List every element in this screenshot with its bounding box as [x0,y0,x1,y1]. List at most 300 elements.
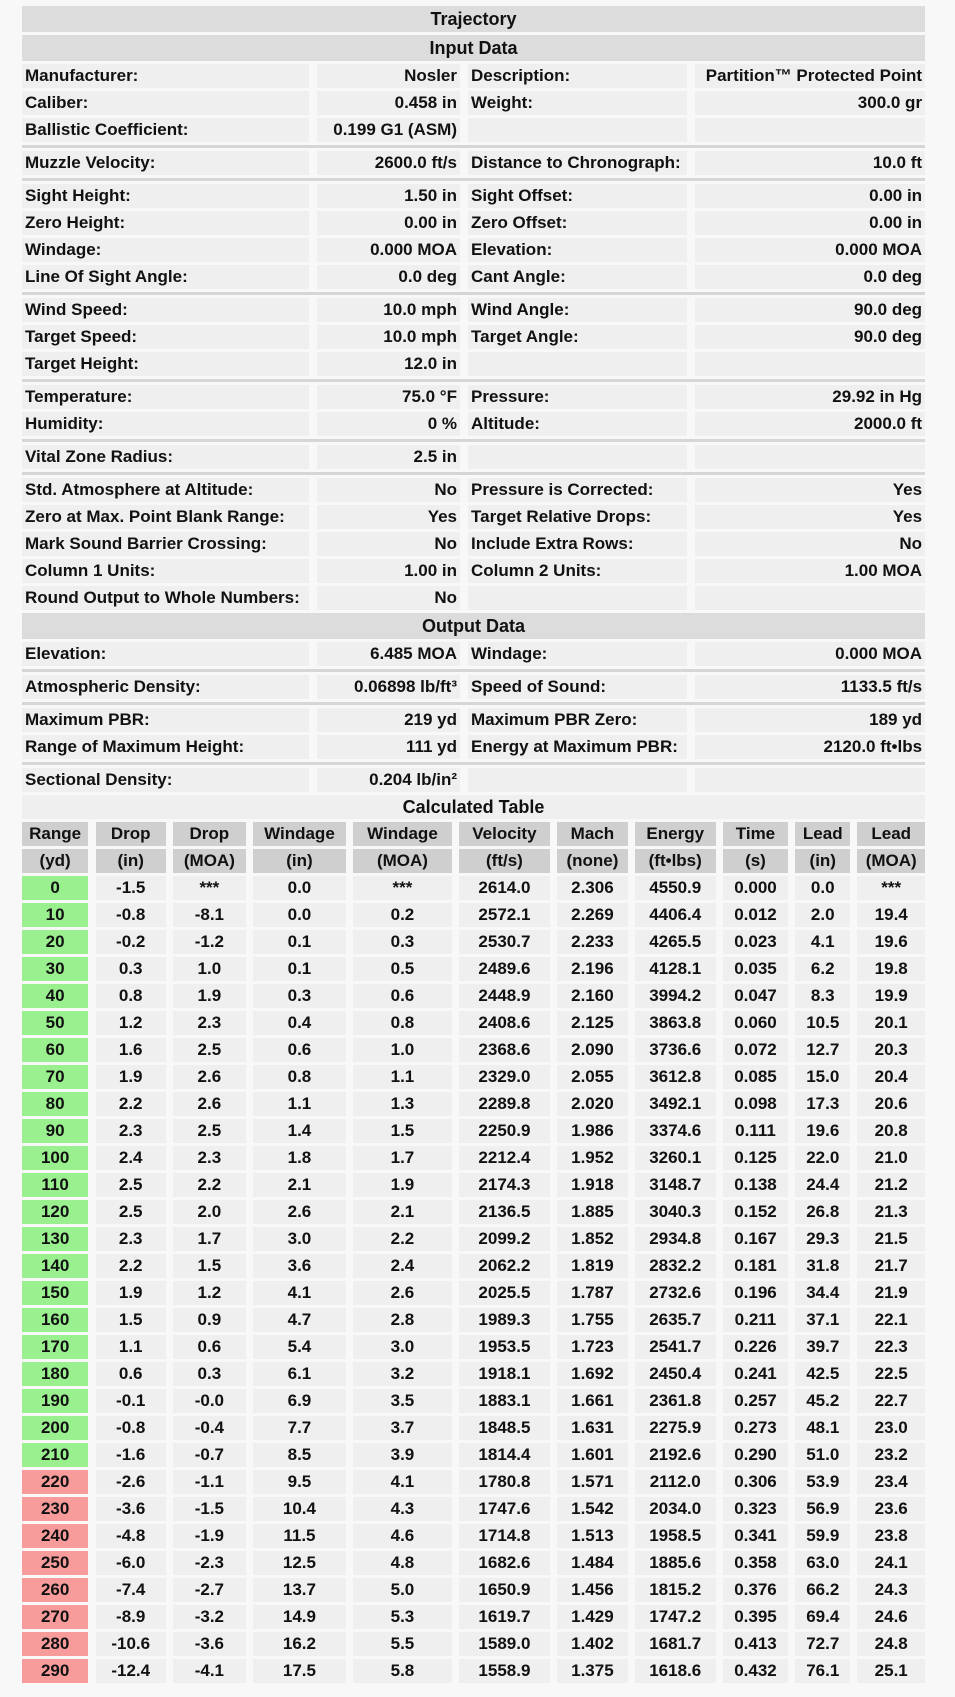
field-label: Round Output to Whole Numbers: [22,586,309,613]
table-cell: 2.3 [96,1227,166,1254]
data-row [22,211,925,238]
cell-gap [346,1659,353,1686]
range-cell: 220 [22,1470,88,1497]
table-cell: 1.571 [557,1470,627,1497]
table-row [22,1308,925,1335]
table-cell: 3040.3 [635,1200,716,1227]
cell-gap [850,1335,857,1362]
cell-gap [628,1443,635,1470]
cell-gap [246,1443,253,1470]
field-value: No [695,532,925,559]
table-cell: 0.241 [723,1362,788,1389]
table-cell: 0.6 [353,984,451,1011]
table-cell: 0.358 [723,1551,788,1578]
table-cell: 4.8 [353,1551,451,1578]
cell-gap [687,768,695,795]
table-cell: 1.8 [253,1146,346,1173]
table-row [22,1038,925,1065]
range-cell: 150 [22,1281,88,1308]
table-cell: 2.160 [557,984,627,1011]
table-cell: 1.692 [557,1362,627,1389]
cell-gap [88,1335,95,1362]
cell-gap [88,1362,95,1389]
table-cell: 2408.6 [459,1011,550,1038]
field-value: 0.06898 lb/ft³ [317,675,460,702]
cell-gap [309,211,317,238]
table-cell: -3.2 [173,1605,245,1632]
cell-gap [850,957,857,984]
cell-gap [309,559,317,586]
field-value: Yes [695,505,925,532]
table-cell: 1.0 [353,1038,451,1065]
cell-gap [716,1119,723,1146]
data-row [22,118,925,145]
cell-gap [788,1281,795,1308]
table-cell: 2.5 [96,1200,166,1227]
cell-gap [452,984,459,1011]
cell-gap [166,1632,173,1659]
table-cell: 1558.9 [459,1659,550,1686]
table-cell: 1.9 [96,1281,166,1308]
table-cell: 37.1 [795,1308,850,1335]
table-cell: 0.0 [795,876,850,903]
table-cell: 8.5 [253,1443,346,1470]
table-cell: 4406.4 [635,903,716,930]
cell-gap [452,1011,459,1038]
cell-gap [628,1200,635,1227]
range-cell: 100 [22,1146,88,1173]
table-cell: 20.4 [857,1065,925,1092]
cell-gap [716,1389,723,1416]
cell-gap [628,984,635,1011]
data-row [22,91,925,118]
data-row [22,298,925,325]
table-cell: 4.6 [353,1524,451,1551]
cell-gap [628,1470,635,1497]
field-label: Muzzle Velocity: [22,151,309,178]
field-value: 1133.5 ft/s [695,675,925,702]
data-row [22,586,925,613]
table-row [22,1200,925,1227]
table-cell: 1.723 [557,1335,627,1362]
table-row [22,1281,925,1308]
cell-gap [88,1578,95,1605]
cell-gap [628,930,635,957]
field-label: Ballistic Coefficient: [22,118,309,145]
cell-gap [550,1605,557,1632]
table-cell: -6.0 [96,1551,166,1578]
cell-gap [346,1551,353,1578]
cell-gap [550,1119,557,1146]
cell-gap [788,1308,795,1335]
cell-gap [850,1362,857,1389]
cell-gap [460,265,468,292]
cell-gap [550,876,557,903]
cell-gap [628,876,635,903]
table-cell: 0.5 [353,957,451,984]
field-value: 2600.0 ft/s [317,151,460,178]
field-label: Speed of Sound: [468,675,687,702]
table-cell: 1.661 [557,1389,627,1416]
data-row [22,184,925,211]
cell-gap [166,1443,173,1470]
cell-gap [788,1362,795,1389]
data-row [22,559,925,586]
table-cell: 0.6 [253,1038,346,1065]
table-cell: -7.4 [96,1578,166,1605]
table-cell: 1714.8 [459,1524,550,1551]
table-cell: 0.432 [723,1659,788,1686]
cell-gap [850,1254,857,1281]
table-cell: -4.1 [173,1659,245,1686]
field-value: 219 yd [317,708,460,735]
table-cell: 1.819 [557,1254,627,1281]
cell-gap [550,1254,557,1281]
cell-gap [346,1011,353,1038]
cell-gap [687,642,695,669]
table-cell: 2192.6 [635,1443,716,1470]
table-cell: 1618.6 [635,1659,716,1686]
cell-gap [850,1389,857,1416]
table-cell: 2.5 [173,1119,245,1146]
cell-gap [246,1578,253,1605]
table-cell: 69.4 [795,1605,850,1632]
table-cell: 2.6 [173,1065,245,1092]
table-cell: 20.1 [857,1011,925,1038]
cell-gap [550,1389,557,1416]
cell-gap [687,586,695,613]
field-label: Windage: [468,642,687,669]
table-row [22,1497,925,1524]
cell-gap [550,1362,557,1389]
cell-gap [550,1038,557,1065]
table-cell: 0.3 [173,1362,245,1389]
table-cell: 2.020 [557,1092,627,1119]
cell-gap [88,1146,95,1173]
table-cell: 3.6 [253,1254,346,1281]
table-cell: 1.631 [557,1416,627,1443]
cell-gap [346,1362,353,1389]
cell-gap [246,1146,253,1173]
column-header: Energy [635,822,716,849]
range-cell: 190 [22,1389,88,1416]
table-cell: 19.8 [857,957,925,984]
range-cell: 20 [22,930,88,957]
field-value: 90.0 deg [695,325,925,352]
field-value: Nosler [317,64,460,91]
table-row [22,957,925,984]
cell-gap [687,412,695,439]
cell-gap [166,1578,173,1605]
cell-gap [788,1416,795,1443]
cell-gap [850,1119,857,1146]
table-cell: 19.6 [857,930,925,957]
cell-gap [346,1254,353,1281]
table-row [22,1389,925,1416]
cell-gap [346,1065,353,1092]
cell-gap [452,903,459,930]
table-cell: 2.6 [353,1281,451,1308]
cell-gap [452,930,459,957]
table-cell: 3994.2 [635,984,716,1011]
cell-gap [346,876,353,903]
cell-gap [309,118,317,145]
cell-gap [850,1173,857,1200]
field-label: Cant Angle: [468,265,687,292]
cell-gap [460,532,468,559]
field-label: Column 2 Units: [468,559,687,586]
cell-gap [716,1497,723,1524]
cell-gap [788,1335,795,1362]
table-cell: 1.1 [96,1335,166,1362]
table-cell: 6.1 [253,1362,346,1389]
range-cell: 240 [22,1524,88,1551]
cell-gap [628,1551,635,1578]
table-cell: 2.2 [96,1092,166,1119]
table-cell: 2.3 [96,1119,166,1146]
table-cell: 0.1 [253,930,346,957]
cell-gap [452,1524,459,1551]
table-cell: 26.8 [795,1200,850,1227]
table-cell: 0.152 [723,1200,788,1227]
field-label: Altitude: [468,412,687,439]
data-row [22,642,925,669]
cell-gap [550,1578,557,1605]
table-cell: 17.5 [253,1659,346,1686]
field-label: Mark Sound Barrier Crossing: [22,532,309,559]
table-cell: 2614.0 [459,876,550,903]
table-cell: 5.5 [353,1632,451,1659]
cell-gap [166,1038,173,1065]
cell-gap [166,1092,173,1119]
cell-gap [88,1254,95,1281]
table-cell: 2368.6 [459,1038,550,1065]
cell-gap [550,1227,557,1254]
column-header: Time [723,822,788,849]
table-cell: -12.4 [96,1659,166,1686]
table-cell: 1.5 [353,1119,451,1146]
cell-gap [88,1281,95,1308]
cell-gap [452,1092,459,1119]
table-cell: 1682.6 [459,1551,550,1578]
cell-gap [716,1524,723,1551]
cell-gap [246,1254,253,1281]
range-cell: 200 [22,1416,88,1443]
cell-gap [309,184,317,211]
table-cell: 1.375 [557,1659,627,1686]
column-unit: (MOA) [353,849,451,876]
cell-gap [166,1605,173,1632]
cell-gap [166,1173,173,1200]
cell-gap [166,1551,173,1578]
cell-gap [166,957,173,984]
cell-gap [850,1605,857,1632]
field-value: 0.0 deg [695,265,925,292]
table-cell: 0.023 [723,930,788,957]
cell-gap [628,1254,635,1281]
cell-gap [246,1416,253,1443]
cell-gap [346,903,353,930]
cell-gap [88,1227,95,1254]
table-cell: 1747.2 [635,1605,716,1632]
field-label: Vital Zone Radius: [22,445,309,472]
table-cell: 1.1 [353,1065,451,1092]
cell-gap [166,1470,173,1497]
cell-gap [460,325,468,352]
cell-gap [716,876,723,903]
field-value: 75.0 °F [317,385,460,412]
cell-gap [788,1200,795,1227]
table-cell: 0.181 [723,1254,788,1281]
table-row [22,1605,925,1632]
input-data-heading: Input Data [22,35,925,64]
table-cell: 1.755 [557,1308,627,1335]
table-cell: 3.5 [353,1389,451,1416]
cell-gap [88,903,95,930]
cell-gap [166,1659,173,1686]
table-cell: 56.9 [795,1497,850,1524]
cell-gap [246,1308,253,1335]
table-cell: 3736.6 [635,1038,716,1065]
cell-gap [309,91,317,118]
cell-gap [166,1497,173,1524]
table-cell: 17.3 [795,1092,850,1119]
table-row [22,1146,925,1173]
column-header: Lead [857,822,925,849]
table-cell: 5.0 [353,1578,451,1605]
table-row [22,1011,925,1038]
cell-gap [246,1092,253,1119]
cell-gap [628,1038,635,1065]
cell-gap [246,1173,253,1200]
data-row [22,325,925,352]
table-cell: 2.0 [173,1200,245,1227]
cell-gap [628,1524,635,1551]
cell-gap [687,675,695,702]
table-cell: *** [173,876,245,903]
column-header: Range [22,822,88,849]
field-value: 10.0 mph [317,325,460,352]
cell-gap [246,1281,253,1308]
table-cell: 23.2 [857,1443,925,1470]
range-cell: 70 [22,1065,88,1092]
cell-gap [716,1605,723,1632]
cell-gap [550,1335,557,1362]
table-cell: 21.0 [857,1146,925,1173]
cell-gap [628,1092,635,1119]
field-value: 0.00 in [695,211,925,238]
table-cell: 2.090 [557,1038,627,1065]
table-cell: 2099.2 [459,1227,550,1254]
cell-gap [687,352,695,379]
cell-gap [452,1659,459,1686]
cell-gap [346,1119,353,1146]
table-row [22,1119,925,1146]
table-cell: 2250.9 [459,1119,550,1146]
cell-gap [788,1605,795,1632]
cell-gap [309,298,317,325]
field-value: 1.00 MOA [695,559,925,586]
table-cell: 1814.4 [459,1443,550,1470]
field-value: 0.458 in [317,91,460,118]
cell-gap [716,1227,723,1254]
cell-gap [166,1254,173,1281]
table-row [22,930,925,957]
table-cell: 2.3 [173,1011,245,1038]
field-value: 29.92 in Hg [695,385,925,412]
table-cell: 0.3 [96,957,166,984]
table-cell: 2.2 [96,1254,166,1281]
cell-gap [460,768,468,795]
table-cell: -8.9 [96,1605,166,1632]
cell-gap [246,849,253,876]
table-cell: 2.2 [173,1173,245,1200]
table-cell: 1958.5 [635,1524,716,1551]
cell-gap [716,1038,723,1065]
column-header: Drop [96,822,166,849]
table-cell: 20.8 [857,1119,925,1146]
cell-gap [550,984,557,1011]
cell-gap [716,1335,723,1362]
table-cell: 19.4 [857,903,925,930]
cell-gap [687,184,695,211]
table-cell: 22.0 [795,1146,850,1173]
field-value: 90.0 deg [695,298,925,325]
table-cell: 76.1 [795,1659,850,1686]
cell-gap [452,1200,459,1227]
field-label: Maximum PBR: [22,708,309,735]
cell-gap [850,930,857,957]
table-cell: 2.0 [795,903,850,930]
table-cell: 0.6 [96,1362,166,1389]
table-cell: 1.456 [557,1578,627,1605]
cell-gap [88,1011,95,1038]
table-cell: 1.952 [557,1146,627,1173]
table-cell: 9.5 [253,1470,346,1497]
table-cell: 2.1 [253,1173,346,1200]
field-value: 2120.0 ft•lbs [695,735,925,762]
table-cell: 2.6 [173,1092,245,1119]
cell-gap [716,1011,723,1038]
cell-gap [452,1119,459,1146]
range-cell: 140 [22,1254,88,1281]
cell-gap [687,298,695,325]
table-cell: 0.000 [723,876,788,903]
cell-gap [452,1281,459,1308]
cell-gap [460,559,468,586]
cell-gap [88,1308,95,1335]
table-cell: 13.7 [253,1578,346,1605]
cell-gap [246,1362,253,1389]
table-cell: 1.986 [557,1119,627,1146]
cell-gap [166,1389,173,1416]
field-value: Yes [317,505,460,532]
table-cell: 0.060 [723,1011,788,1038]
table-cell: -2.3 [173,1551,245,1578]
cell-gap [850,1146,857,1173]
field-label: Sight Height: [22,184,309,211]
cell-gap [309,642,317,669]
cell-gap [460,708,468,735]
cell-gap [346,1227,353,1254]
cell-gap [628,903,635,930]
field-label: Std. Atmosphere at Altitude: [22,478,309,505]
column-unit: (in) [253,849,346,876]
cell-gap [550,1092,557,1119]
table-cell: 2.6 [253,1200,346,1227]
table-cell: -4.8 [96,1524,166,1551]
range-cell: 230 [22,1497,88,1524]
